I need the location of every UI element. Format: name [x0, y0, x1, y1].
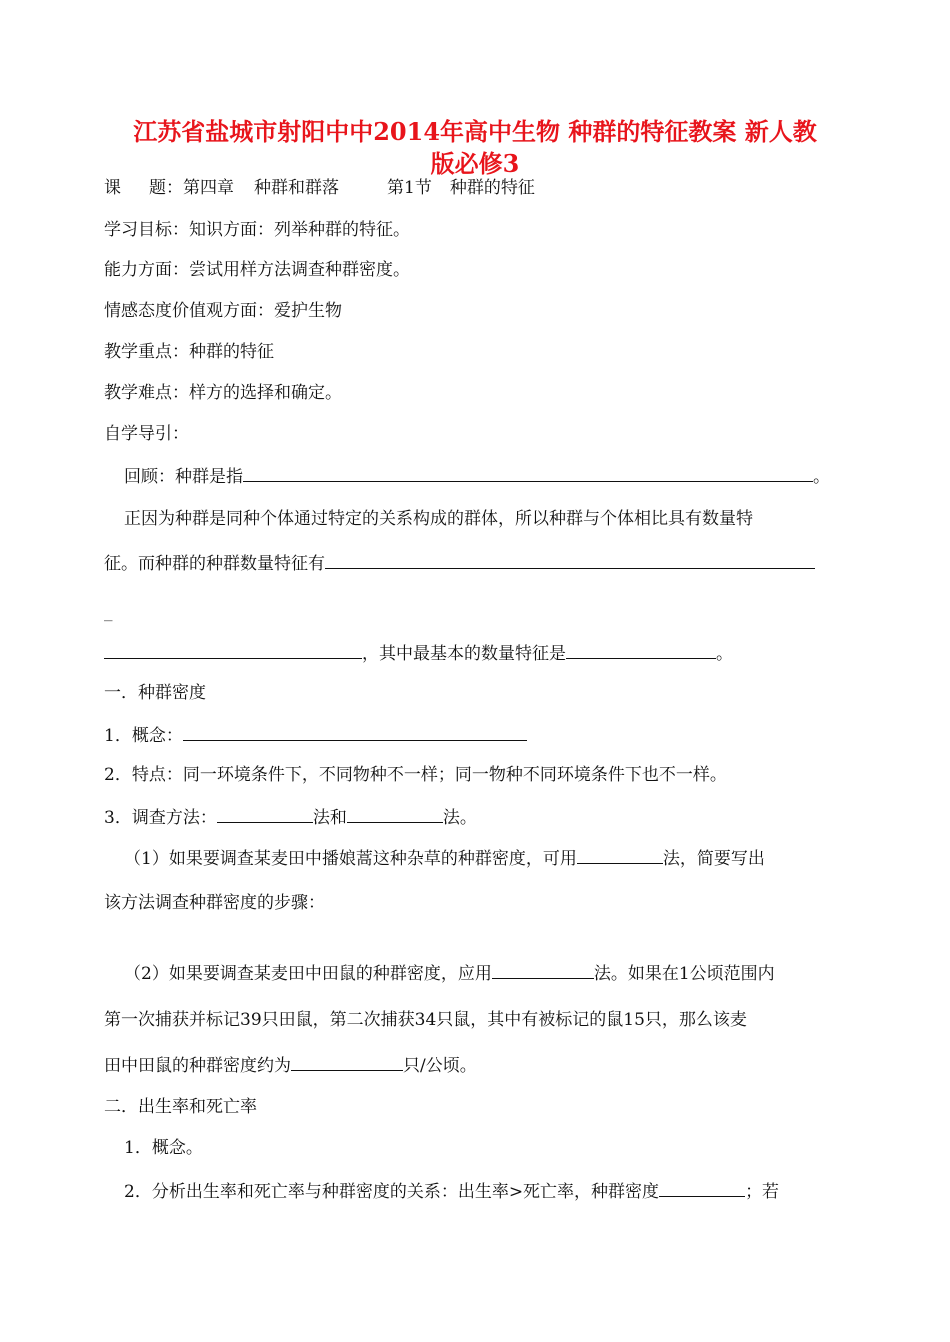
question-1-blank[interactable] [577, 845, 663, 864]
review-prefix: 回顾：种群是指 [124, 467, 243, 487]
paragraph-line-2 [104, 550, 815, 576]
birth-item-2-prefix: 2．分析出生率和死亡率与种群密度的关系：出生率>死亡率，种群密度 [124, 1182, 660, 1202]
question-2-line-2: 第一次捕获并标记39只田鼠，第二次捕获34只鼠，其中有被标记的鼠15只，那么该麦 [104, 1010, 747, 1030]
method-blank-1[interactable] [217, 804, 313, 823]
paragraph-line-2-text: 征。而种群的种群数量特征有 [104, 554, 325, 574]
teaching-difficulty: 教学难点：样方的选择和确定。 [104, 383, 342, 403]
question-2-prefix: （2）如果要调查某麦田中田鼠的种群密度，应用 [124, 964, 492, 984]
birth-item-2-suffix: ；若 [745, 1182, 780, 1202]
question-2-suffix: 法。如果在1公顷范围内 [593, 964, 775, 984]
density-method-line [104, 804, 477, 830]
question-2-line-3 [104, 1052, 477, 1078]
method-end: 法。 [442, 808, 477, 828]
density-concept-line [104, 722, 527, 748]
method-blank-2[interactable] [347, 804, 443, 823]
paragraph-line-4-end: 。 [716, 644, 733, 664]
teaching-key-point: 教学重点：种群的特征 [104, 342, 274, 362]
topic-chapter: 题：第四章 [149, 178, 234, 198]
goal-ability: 能力方面：尝试用样方法调查种群密度。 [104, 260, 410, 280]
paragraph-line-4 [104, 640, 733, 666]
review-suffix: 。 [813, 467, 830, 487]
section-birth-heading: 二．出生率和死亡率 [104, 1097, 257, 1117]
goal-knowledge: 学习目标：知识方面：列举种群的特征。 [104, 220, 410, 240]
quantity-features-blank-cont[interactable] [104, 640, 362, 659]
quantity-features-blank[interactable] [325, 550, 815, 569]
document-title [100, 116, 850, 180]
density-concept-label: 1．概念： [104, 726, 183, 746]
density-answer-blank[interactable] [291, 1052, 403, 1071]
question-2-line-3-suffix: 只/公顷。 [403, 1056, 477, 1076]
birth-item-1: 1．概念。 [124, 1138, 203, 1158]
topic-line [104, 176, 535, 200]
question-2-line-3-prefix: 田中田鼠的种群密度约为 [104, 1056, 291, 1076]
goal-attitude: 情感态度价值观方面：爱护生物 [104, 301, 342, 321]
paragraph-line-1: 正因为种群是同种个体通过特定的关系构成的群体，所以种群与个体相比具有数量特 [124, 509, 753, 529]
method-mid: 法和 [312, 808, 347, 828]
topic-label: 课 [104, 178, 121, 198]
birth-item-2-blank[interactable] [659, 1178, 745, 1197]
method-prefix: 3．调查方法： [104, 808, 217, 828]
question-1-line-2: 该方法调查种群密度的步骤： [104, 893, 325, 913]
review-blank[interactable] [243, 463, 813, 482]
density-feature: 2．特点：同一环境条件下，不同物种不一样；同一物种不同环境条件下也不一样。 [104, 765, 727, 785]
section-name: 种群的特征 [449, 178, 535, 198]
title-line-2: 版必修3 [430, 149, 520, 178]
question-1-suffix: 法，简要写出 [662, 849, 765, 869]
guide-heading: 自学导引： [104, 424, 189, 444]
section-density-heading: 一．种群密度 [104, 683, 206, 703]
chapter-name: 种群和群落 [254, 178, 339, 198]
paragraph-line-3: _ [104, 602, 113, 622]
question-2-blank[interactable] [492, 960, 594, 979]
question-2-line [124, 960, 775, 986]
concept-blank[interactable] [183, 722, 527, 741]
question-1-prefix: （1）如果要调查某麦田中播娘蒿这种杂草的种群密度，可用 [124, 849, 577, 869]
section-number: 第1节 [387, 178, 432, 198]
birth-item-2 [124, 1178, 779, 1204]
title-line-1: 江苏省盐城市射阳中中2014年高中生物 种群的特征教案 新人教 [133, 117, 817, 146]
basic-feature-blank[interactable] [566, 640, 716, 659]
review-line [124, 463, 830, 489]
question-1-line [124, 845, 765, 871]
paragraph-line-4-text: ，其中最基本的数量特征是 [362, 644, 566, 664]
